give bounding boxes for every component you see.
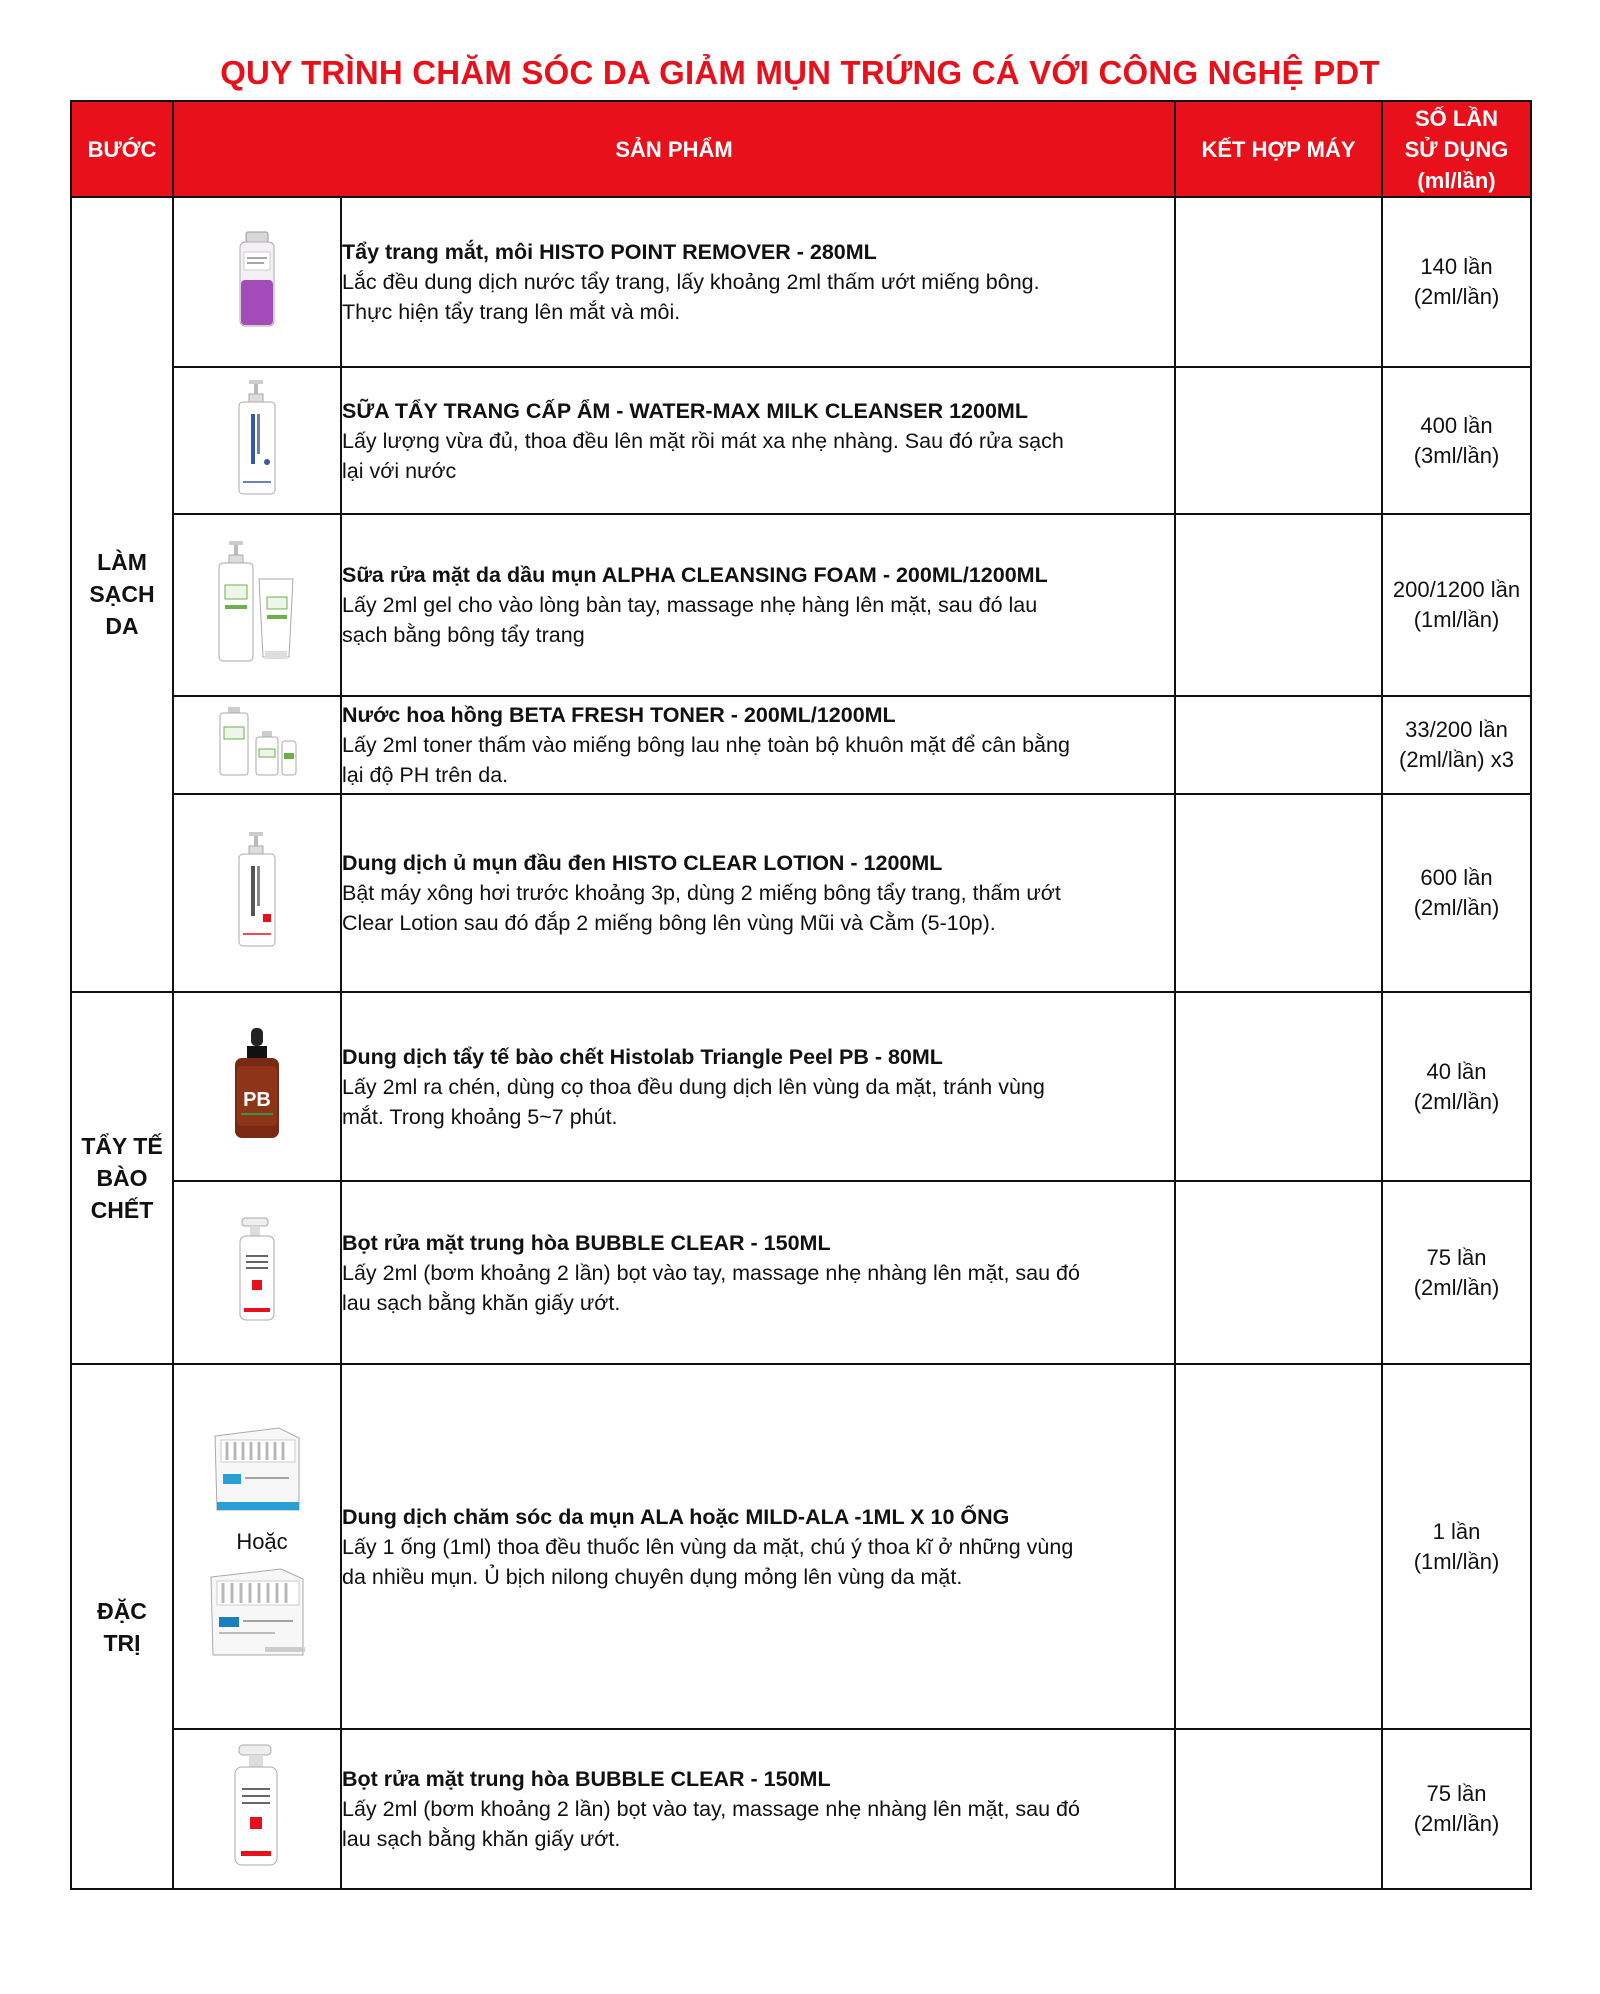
product-image-cell: [173, 696, 341, 794]
purple-bottle-icon: [234, 317, 280, 334]
usage-cell: 400 lần (3ml/lần): [1382, 367, 1531, 514]
ampoule-box-icon: [174, 1563, 340, 1672]
bottle-and-tube-icon: [215, 652, 299, 669]
step-cell-cleansing: LÀM SẠCH DA: [71, 197, 173, 992]
usage-cell: 75 lần (2ml/lần): [1382, 1729, 1531, 1889]
product-instructions: Lấy 1 ống (1ml) thoa đều thuốc lên vùng da mặt, chú ý thoa kĩ ở những vùng da nhiều mụn. Ủ bịch nilong chuyên dụng mỏng lên vùng da mặt.: [342, 1534, 1074, 1589]
product-instructions: Lấy 2ml (bơm khoảng 2 lần) bọt vào tay, massage nhẹ nhàng lên mặt, sau đó lau sạch bằng khăn giấy ướt.: [342, 1260, 1080, 1315]
product-info: [341, 1364, 1175, 1728]
product-instructions: Lấy 2ml toner thấm vào miếng bông lau nhẹ toàn bộ khuôn mặt để cân bằng lại độ PH trên da.: [342, 732, 1070, 787]
usage-cell: 600 lần (2ml/lần): [1382, 794, 1531, 992]
product-info: [341, 197, 1175, 367]
product-name: Tẩy trang mắt, môi HISTO POINT REMOVER - 280ML: [342, 240, 877, 265]
product-instructions: Bật máy xông hơi trước khoảng 3p, dùng 2 miếng bông tẩy trang, thấm ướt Clear Lotion sau đó đắp 2 miếng bông lên vùng Mũi và Cằm (5-10p).: [342, 880, 1061, 935]
machine-cell: [1175, 197, 1382, 367]
product-image-cell: [173, 197, 341, 367]
header-product: SẢN PHẨM: [173, 101, 1175, 197]
usage-cell: 200/1200 lần (1ml/lần): [1382, 514, 1531, 695]
step-cell-exfoliation: TẨY TẾ BÀO CHẾT: [71, 992, 173, 1364]
product-name: Nước hoa hồng BETA FRESH TONER - 200ML/1200ML: [342, 702, 896, 727]
or-label: Hoặc: [236, 1528, 288, 1554]
product-info: [341, 992, 1175, 1181]
header-step: BƯỚC: [71, 101, 173, 197]
table-row: [71, 367, 1531, 514]
product-instructions: Lắc đều dung dịch nước tẩy trang, lấy khoảng 2ml thấm ướt miếng bông. Thực hiện tẩy trang lên mắt và môi.: [342, 270, 1040, 325]
product-image-cell: [173, 992, 341, 1181]
product-image-cell: [173, 1364, 341, 1728]
usage-cell: 33/200 lần (2ml/lần) x3: [1382, 696, 1531, 794]
table-row: [71, 794, 1531, 992]
table-row: [71, 1181, 1531, 1364]
product-info: [341, 696, 1175, 794]
bottle-label-text: PB: [243, 1089, 271, 1111]
product-image-cell: [173, 1181, 341, 1364]
machine-cell: [1175, 696, 1382, 794]
header-usage: SỐ LẦN SỬ DỤNG (ml/lần): [1382, 101, 1531, 197]
usage-cell: 1 lần (1ml/lần): [1382, 1364, 1531, 1728]
dropper-bottle-icon: [229, 1089, 285, 1146]
foam-pump-bottle-icon: [227, 1856, 287, 1873]
step-cell-treatment: ĐẶC TRỊ: [71, 1364, 173, 1889]
ampoule-box-icon: [174, 1422, 340, 1523]
product-name: Bọt rửa mặt trung hòa BUBBLE CLEAR - 150ML: [342, 1766, 831, 1791]
procedure-table: [70, 100, 1532, 1890]
table-row: [71, 1364, 1531, 1728]
product-name: Sữa rửa mặt da dầu mụn ALPHA CLEANSING FOAM - 200ML/1200ML: [342, 562, 1048, 587]
product-info: [341, 794, 1175, 992]
product-info: [341, 367, 1175, 514]
machine-cell: [1175, 992, 1382, 1181]
product-info: [341, 514, 1175, 695]
machine-cell: [1175, 514, 1382, 695]
machine-cell: [1175, 794, 1382, 992]
table-row: [71, 1729, 1531, 1889]
product-instructions: Lấy 2ml gel cho vào lòng bàn tay, massage nhẹ hàng lên mặt, sau đó lau sạch bằng bông tẩy trang: [342, 592, 1038, 647]
product-image-cell: [173, 1729, 341, 1889]
machine-cell: [1175, 1729, 1382, 1889]
header-machine: KẾT HỢP MÁY: [1175, 101, 1382, 197]
foam-pump-bottle-icon: [232, 1311, 282, 1328]
product-name: SỮA TẨY TRANG CẤP ẨM - WATER-MAX MILK CLEANSER 1200ML: [342, 398, 1028, 423]
machine-cell: [1175, 1364, 1382, 1728]
product-name: Dung dịch tẩy tế bào chết Histolab Triangle Peel PB - 80ML: [342, 1044, 943, 1069]
machine-cell: [1175, 1181, 1382, 1364]
product-image-cell: [173, 514, 341, 695]
usage-cell: 140 lần (2ml/lần): [1382, 197, 1531, 367]
product-name: Dung dịch chăm sóc da mụn ALA hoặc MILD-ALA -1ML X 10 ỐNG: [342, 1504, 1010, 1529]
product-instructions: Lấy 2ml ra chén, dùng cọ thoa đều dung dịch lên vùng da mặt, tránh vùng mắt. Trong khoảng 5~7 phút.: [342, 1074, 1045, 1129]
table-row: [71, 696, 1531, 794]
header-row: [71, 101, 1531, 197]
toner-bottles-icon: [214, 766, 300, 783]
usage-cell: 40 lần (2ml/lần): [1382, 992, 1531, 1181]
table-row: [71, 197, 1531, 367]
product-name: Dung dịch ủ mụn đầu đen HISTO CLEAR LOTION - 1200ML: [342, 850, 943, 875]
pump-bottle-icon: [233, 937, 281, 954]
table-row: [71, 514, 1531, 695]
product-image-cell: [173, 367, 341, 514]
product-instructions: Lấy lượng vừa đủ, thoa đều lên mặt rồi mát xa nhẹ nhàng. Sau đó rửa sạch lại với nước: [342, 428, 1064, 483]
machine-cell: [1175, 367, 1382, 514]
table-row: [71, 992, 1531, 1181]
usage-cell: 75 lần (2ml/lần): [1382, 1181, 1531, 1364]
product-name: Bọt rửa mặt trung hòa BUBBLE CLEAR - 150ML: [342, 1230, 831, 1255]
product-info: [341, 1181, 1175, 1364]
pump-bottle-icon: [233, 485, 281, 502]
product-image-cell: [173, 794, 341, 992]
page-title: QUY TRÌNH CHĂM SÓC DA GIẢM MỤN TRỨNG CÁ VỚI CÔNG NGHỆ PDT: [220, 54, 1380, 91]
product-info: [341, 1729, 1175, 1889]
product-instructions: Lấy 2ml (bơm khoảng 2 lần) bọt vào tay, massage nhẹ nhàng lên mặt, sau đó lau sạch bằng khăn giấy ướt.: [342, 1796, 1080, 1851]
